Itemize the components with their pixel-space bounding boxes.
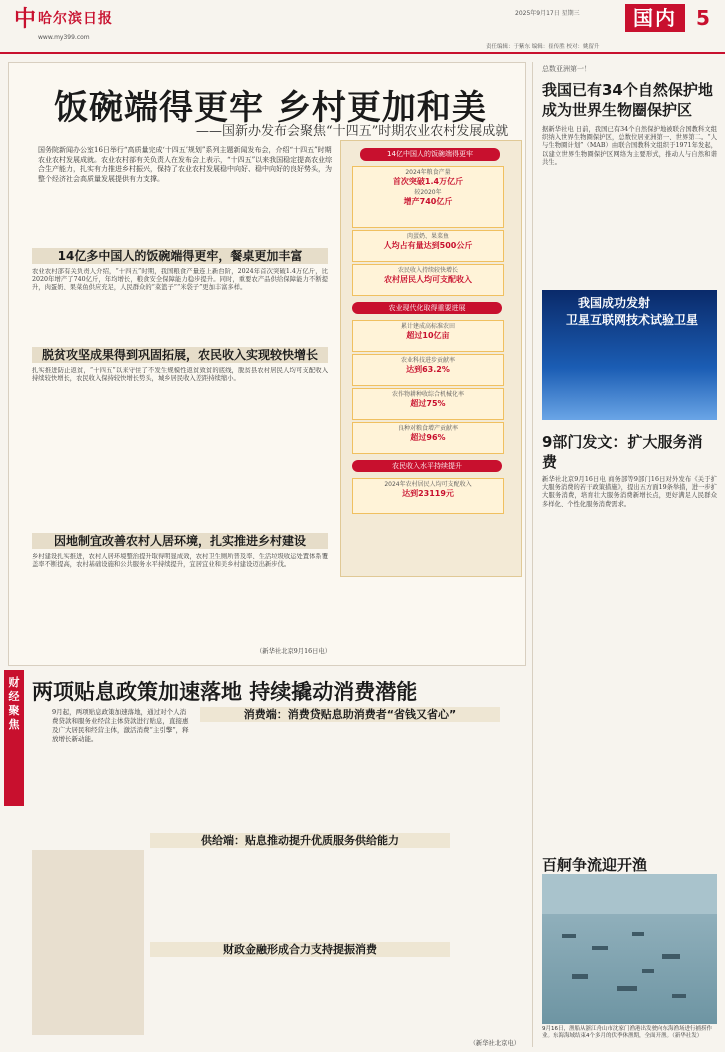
policy-body-consumer bbox=[200, 726, 500, 826]
card-subvalue: 增产740亿斤 bbox=[403, 197, 453, 206]
card-label: 累计建成高标准农田 bbox=[400, 323, 455, 330]
issue-date: 2025年9月17日 星期三 bbox=[515, 10, 580, 17]
header-rule bbox=[0, 52, 725, 54]
section-band-supply-side: 供给端：贴息推动提升优质服务供给能力 bbox=[150, 833, 450, 848]
section-body-rural-building: 乡村建设扎实推进，农村人居环境整治提升取得明显成效，农村卫生厕所普及率、生活垃圾收运处置体系覆盖率不断提高，农村基础设施和公共服务水平持续提升，宜居宜业和美乡村建设迈出新步伐。 bbox=[32, 553, 328, 569]
right-kicker: 总数亚洲第一！ bbox=[542, 65, 591, 73]
card-label: 农民收入持续较快增长 bbox=[397, 267, 458, 274]
column-divider bbox=[532, 62, 533, 1047]
main-story-source: （新华社北京9月16日电） bbox=[256, 648, 331, 655]
section-band-grain: 14亿多中国人的饭碗端得更牢，餐桌更加丰富 bbox=[32, 248, 328, 264]
main-lead-paragraph: 国务院新闻办公室16日举行“高质量完成‘十四五’规划”系列主题新闻发布会，介绍“十四五”时期农业农村发展成就。农业农村部有关负责人在发布会上表示，“十四五”以来我国稳定提高农业综合生产能力，扎实有力推进乡村振兴，保持了农业农村发展稳中向好、稳中向好的良好势头，为整个经济社会高质量发展提供有力支撑。 bbox=[38, 146, 333, 183]
card-label: 良种对粮食增产贡献率 bbox=[397, 425, 458, 432]
infographic-card-grain bbox=[352, 166, 504, 228]
column-ribbon: 财经聚焦 bbox=[4, 670, 24, 806]
card-label: 2024年粮食产量 bbox=[405, 169, 451, 176]
main-headline[interactable]: 饭碗端得更牢 乡村更加和美 bbox=[54, 88, 487, 128]
infographic-title: 14亿中国人的饭碗端得更牢 bbox=[360, 148, 500, 161]
card-value: 超过10亿亩 bbox=[406, 331, 450, 340]
biosphere-headline[interactable]: 我国已有34个自然保护地成为世界生物圈保护区 bbox=[542, 81, 713, 119]
satellite-headline-line1[interactable]: 我国成功发射 bbox=[578, 296, 651, 310]
section-body-income: 扎实推进防止返贫，“十四五”以来守住了不发生规模性返贫致贫的底线，脱贫县农村居民人均可支配收入持续较快增长，农民收入保持较快增长势头，城乡居民收入差距持续缩小。 bbox=[32, 367, 328, 383]
policy-source: （新华社北京电） bbox=[469, 1040, 520, 1047]
card-value: 超过96% bbox=[410, 433, 446, 442]
section-band-income: 脱贫攻坚成果得到巩固拓展，农民收入实现较快增长 bbox=[32, 347, 328, 363]
service-consumption-headline[interactable]: 9部门发文：扩大服务消费 bbox=[542, 433, 703, 471]
card-value: 达到63.2% bbox=[406, 365, 450, 374]
infographic-card-tech-contribution bbox=[352, 354, 504, 386]
card-label: 农作物耕种收综合机械化率 bbox=[391, 391, 464, 398]
section-band-consumer-side: 消费端：消费贷贴息助消费者“省钱又省心” bbox=[200, 707, 500, 722]
card-value: 首次突破1.4万亿斤 bbox=[392, 177, 464, 186]
card-value: 农村居民人均可支配收入 bbox=[384, 275, 472, 284]
newspaper-name: 哈尔滨日报 bbox=[38, 11, 113, 27]
section-label: 国内 bbox=[625, 4, 685, 32]
infographic-card-seed-varieties bbox=[352, 422, 504, 454]
card-value: 达到23119元 bbox=[402, 489, 454, 498]
infographic-band-modernization: 农业现代化取得重要进展 bbox=[352, 302, 502, 314]
infographic-card-rural-income bbox=[352, 478, 504, 514]
fishing-photo-caption: 9月16日，渔船从浙江舟山市沈家门渔港出发驶向东海渔场进行捕捞作业。东海海域结束4个多月的伏季休渔期，全面开渔。（新华社发） bbox=[542, 1026, 713, 1039]
card-value: 人均占有量达到500公斤 bbox=[383, 241, 473, 250]
service-consumption-body: 新华社北京9月16日电 商务部等9部门16日对外发布《关于扩大服务消费的若干政策措施》，提出五方面19条举措，进一步扩大服务消费，培育壮大服务消费新增长点，更好满足人民群众多样化、个性化服务消费需求。 bbox=[542, 476, 717, 508]
infographic-band-income: 农民收入水平持续提升 bbox=[352, 460, 502, 472]
section-body-grain: 农业农村部有关负责人介绍，“十四五”时期，我国粮食产量连上新台阶，2024年首次突破1.4万亿斤，比2020年增产了740亿斤，年均增长，粮食安全保障能力稳步提升。同时，重要农产品供给保障能力不断提升，肉蛋奶、果菜鱼供应充足，人民群众的“菜篮子”“米袋子”更加丰富多样。 bbox=[32, 268, 328, 292]
satellite-headline-line2[interactable]: 卫星互联网技术试验卫星 bbox=[566, 313, 699, 327]
card-label: 农业科技进步贡献率 bbox=[400, 357, 455, 364]
page-number: 5 bbox=[696, 6, 710, 30]
fishing-headline[interactable]: 百舸争流迎开渔 bbox=[542, 856, 648, 874]
infographic-card-farmland bbox=[352, 320, 504, 352]
policy-illustration-image bbox=[32, 850, 144, 1035]
infographic-card-food-supply bbox=[352, 230, 504, 262]
biosphere-body: 据新华社电 日前，我国已有34个自然保护地被联合国教科文组织纳入世界生物圈保护区，总数位居亚洲第一、世界第二。“人与生物圈计划”（MAB）由联合国教科文组织于1971年发起，以建立世界生物圈保护区网络为主要形式，推动人与自然和谐共生。 bbox=[542, 126, 717, 166]
fishing-boats-image bbox=[542, 874, 717, 1024]
card-value: 超过75% bbox=[410, 399, 446, 408]
newspaper-url[interactable]: www.my399.com bbox=[38, 34, 90, 41]
main-subheadline: ——国新办发布会聚焦“十四五”时期农业农村发展成就 bbox=[196, 124, 509, 139]
infographic-card-farmer-income bbox=[352, 264, 504, 296]
newspaper-logo-icon: 中 bbox=[14, 6, 37, 32]
editor-credits: 责任编辑：于紫东 编辑：崔传胜 校对：姚留升 bbox=[486, 44, 600, 50]
card-sublabel: 较2020年 bbox=[414, 189, 442, 196]
policy-lead-paragraph: 9月起，两项贴息政策加速落地，通过对个人消费贷款和服务业经营主体贷款进行贴息，直接惠及广大居民和经营主体，激活消费“主引擎”，释放增长新动能。 bbox=[52, 708, 189, 743]
card-label: 肉蛋奶、果菜鱼 bbox=[406, 233, 449, 240]
section-band-rural-building: 因地制宜改善农村人居环境，扎实推进乡村建设 bbox=[32, 533, 328, 549]
section-band-fiscal-finance: 财政金融形成合力支持提振消费 bbox=[150, 942, 450, 957]
card-label: 2024年农村居民人均可支配收入 bbox=[384, 481, 472, 488]
infographic-card-mechanization bbox=[352, 388, 504, 420]
fishing-boats-icon bbox=[542, 874, 717, 1024]
policy-headline[interactable]: 两项贴息政策加速落地 持续撬动消费潜能 bbox=[32, 679, 418, 704]
